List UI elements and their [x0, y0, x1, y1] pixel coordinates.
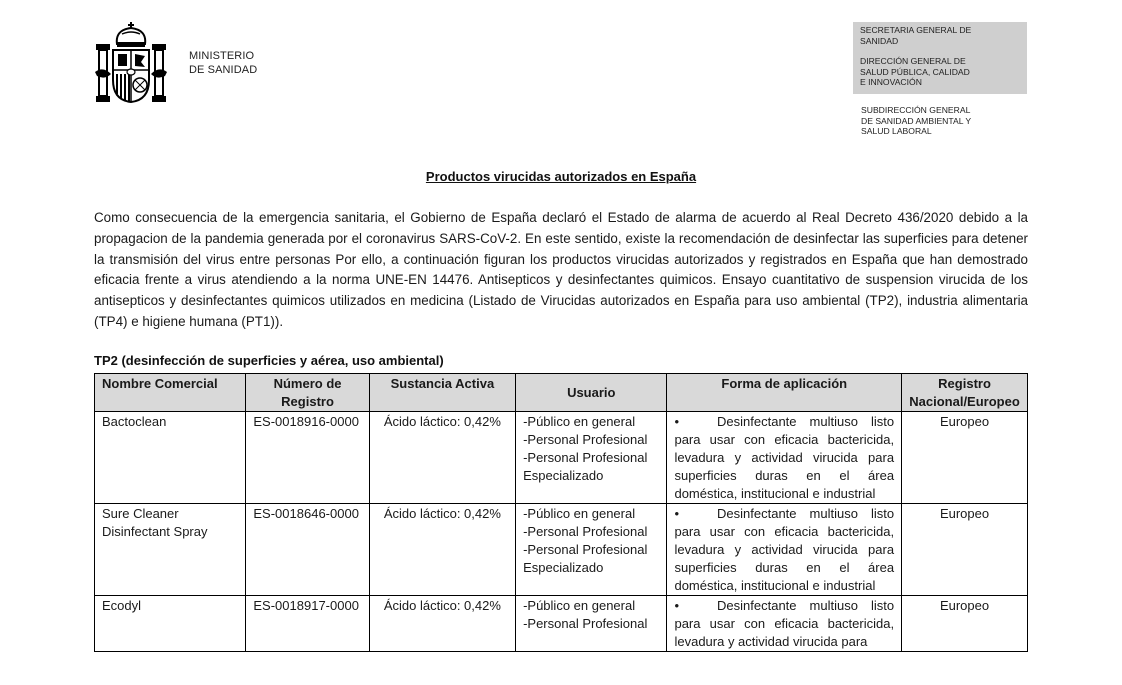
usuario-item: -Personal Profesional — [523, 524, 648, 539]
coat-of-arms-of-spain-icon — [95, 22, 167, 104]
cell-sustancia: Ácido láctico: 0,42% — [369, 596, 515, 652]
forma-clip — [674, 597, 894, 651]
cell-registro: Europeo — [902, 412, 1028, 504]
header-registro-nacional-europeo: Registro Nacional/Europeo — [902, 374, 1028, 412]
cell-numero: ES-0018917-0000 — [246, 596, 369, 652]
org-line: SALUD LABORAL — [861, 126, 932, 136]
intro-paragraph: Como consecuencia de la emergencia sanitaria, el Gobierno de España declaró el Estado de alarma de acuerdo al Real Decreto 436/2020 debido a la propagacion de la pandemia generada por el coronavirus SARS-CoV-2. En este sentido, existe la recomendación de desinfectar las superficies para detener la transmisión del virus entre personas Por ello, a continuación figuran los productos virucidas autorizados y registrados en España que han demostrado eficacia frente a virus atendiendo a la norma UNE-EN 14476. Antisepticos y desinfectantes quimicos. Ensayo cuantitativo de suspension virucida de los antisepticos y desinfectantes quimicos utilizados en medicina (Listado de Virucidas autorizados en España para uso ambiental (TP2), industria alimentaria (TP4) e higiene humana (PT1)). — [94, 210, 1028, 329]
direccion-general — [860, 56, 1020, 88]
usuario-item: -Personal Profesional Especializado — [523, 542, 648, 575]
org-line: SECRETARIA GENERAL DE — [860, 25, 972, 35]
org-line: DE SANIDAD AMBIENTAL Y — [861, 115, 972, 126]
cell-forma — [667, 412, 902, 504]
document-title: Productos virucidas autorizados en España — [425, 169, 697, 184]
usuario-item: -Público en general — [523, 506, 636, 521]
header-sustancia-activa: Sustancia Activa — [369, 374, 515, 412]
table-row — [95, 504, 1028, 596]
ministry-line: DE SANIDAD — [189, 64, 258, 76]
cell-forma — [667, 596, 902, 652]
cell-sustancia: Ácido láctico: 0,42% — [369, 412, 515, 504]
cell-numero: ES-0018646-0000 — [246, 504, 369, 596]
ministry-name — [189, 49, 257, 77]
cell-registro: Europeo — [902, 596, 1028, 652]
table-row — [95, 596, 1028, 652]
header-forma-aplicacion: Forma de aplicación — [667, 374, 902, 412]
organization-box — [853, 22, 1027, 94]
section-title: TP2 (desinfección de superficies y aérea, uso ambiental) — [94, 353, 444, 368]
org-line: SANIDAD — [860, 35, 899, 46]
bullet-icon: • — [674, 506, 680, 521]
forma-text: Desinfectante multiuso listo para usar con eficacia bactericida, levadura y actividad virucida para — [674, 598, 895, 649]
cell-nombre: Sure Cleaner Disinfectant Spray — [95, 504, 246, 596]
org-line: SALUD PÚBLICA, CALIDAD — [860, 66, 970, 77]
org-line: E INNOVACIÓN — [860, 77, 922, 87]
header-usuario: Usuario — [516, 374, 667, 412]
usuario-item: -Personal Profesional — [523, 432, 648, 447]
org-line: DIRECCIÓN GENERAL DE — [860, 56, 966, 66]
bullet-icon: • — [674, 598, 680, 613]
cell-usuario — [516, 504, 667, 596]
cell-sustancia: Ácido láctico: 0,42% — [369, 504, 515, 596]
secretaria-general — [860, 25, 1020, 46]
header-nombre-comercial: Nombre Comercial — [95, 374, 246, 412]
usuario-item: -Público en general — [523, 598, 636, 613]
usuario-item: -Personal Profesional — [523, 616, 648, 631]
forma-text: Desinfectante multiuso listo para usar con eficacia bactericida, levadura y actividad virucida para superficies duras en el área doméstica, institucional e industrial — [674, 506, 895, 593]
org-line: SUBDIRECCIÓN GENERAL — [861, 105, 971, 115]
ministry-line: MINISTERIO — [189, 50, 255, 62]
cell-usuario — [516, 412, 667, 504]
table-row — [95, 412, 1028, 504]
header-numero-registro: Número de Registro — [246, 374, 369, 412]
cell-nombre: Ecodyl — [95, 596, 246, 652]
usuario-item: -Público en general — [523, 414, 636, 429]
cell-usuario — [516, 596, 667, 652]
bullet-icon: • — [674, 414, 680, 429]
products-table — [94, 373, 1028, 652]
cell-numero: ES-0018916-0000 — [246, 412, 369, 504]
subdireccion-general — [861, 105, 971, 137]
cell-nombre: Bactoclean — [95, 412, 246, 504]
forma-text: Desinfectante multiuso listo para usar con eficacia bactericida, levadura y actividad virucida para superficies duras en el área doméstica, institucional e industrial — [674, 414, 895, 501]
cell-forma — [667, 504, 902, 596]
usuario-item: -Personal Profesional Especializado — [523, 450, 648, 483]
table-header-row — [95, 374, 1028, 412]
cell-registro: Europeo — [902, 504, 1028, 596]
